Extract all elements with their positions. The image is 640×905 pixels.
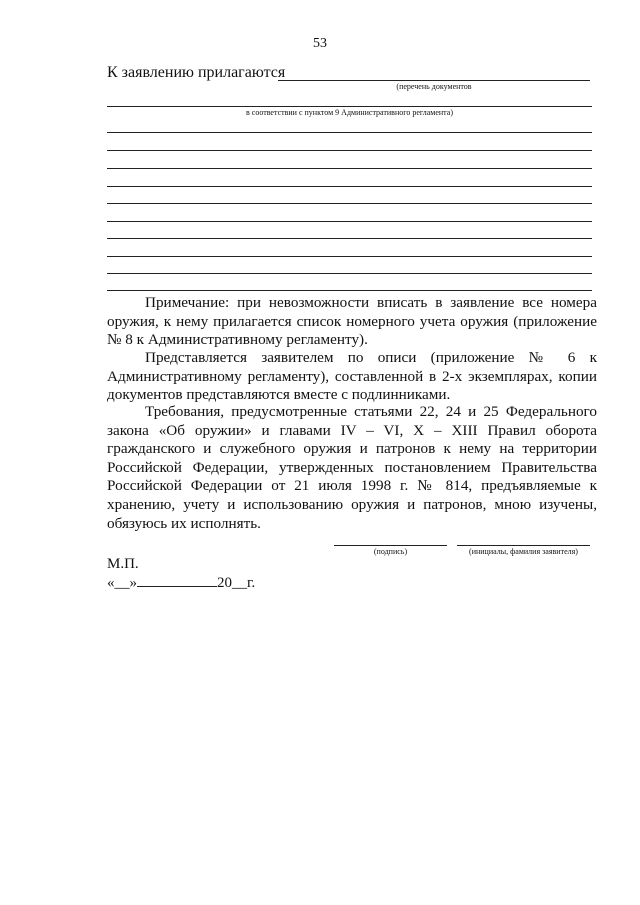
attachments-line-2 [107,106,592,107]
attachments-line-4 [107,150,592,151]
attachments-line-1 [278,80,590,81]
page-number: 53 [313,36,327,51]
name-line [457,545,590,546]
attachments-caption-1: (перечень документов [396,82,472,91]
attachments-label: К заявлению прилагаются [107,64,286,81]
attachments-line-3 [107,132,592,133]
signature-line [334,545,447,546]
attachments-line-6 [107,186,592,187]
attachments-line-7 [107,203,592,204]
name-caption: (инициалы, фамилия заявителя) [469,547,578,556]
attachments-line-12 [107,290,592,291]
attachments-line-11 [107,273,592,274]
attachments-line-10 [107,256,592,257]
date-year-label: 20__г. [217,575,256,591]
date-day-label: «__» [107,575,137,591]
inventory-paragraph: Представляется заявителем по описи (приложение № 6 к Административному регламенту), составленной в 2-х экземплярах, копии документов представляются вместе с подлинниками. [107,349,597,404]
stamp-place-label: М.П. [107,556,139,572]
attachments-caption-2: в соответствии с пунктом 9 Административного регламента) [245,108,453,117]
signature-caption: (подпись) [373,547,408,556]
attachments-line-8 [107,221,592,222]
requirements-paragraph: Требования, предусмотренные статьями 22, 24 и 25 Федерального закона «Об оружии» и главами IV – VI, X – XIII Правил оборота гражданского и служебного оружия и патронов к нему на территории Российской Федерации, утвержденных постановлением Правительства Российской Федерации от 21 июля 1998 г. № 814, предъявляемые к хранению, учету и использованию оружия и патронов, мною изучены, обязуюсь их исполнять. [107,403,597,532]
attachments-line-5 [107,168,592,169]
attachments-line-9 [107,238,592,239]
date-field [107,573,255,592]
note-paragraph: Примечание: при невозможности вписать в заявление все номера оружия, к нему прилагается список номерного учета оружия (приложение № 8 к Административному регламенту). [107,294,597,349]
date-month-blank [137,573,217,587]
